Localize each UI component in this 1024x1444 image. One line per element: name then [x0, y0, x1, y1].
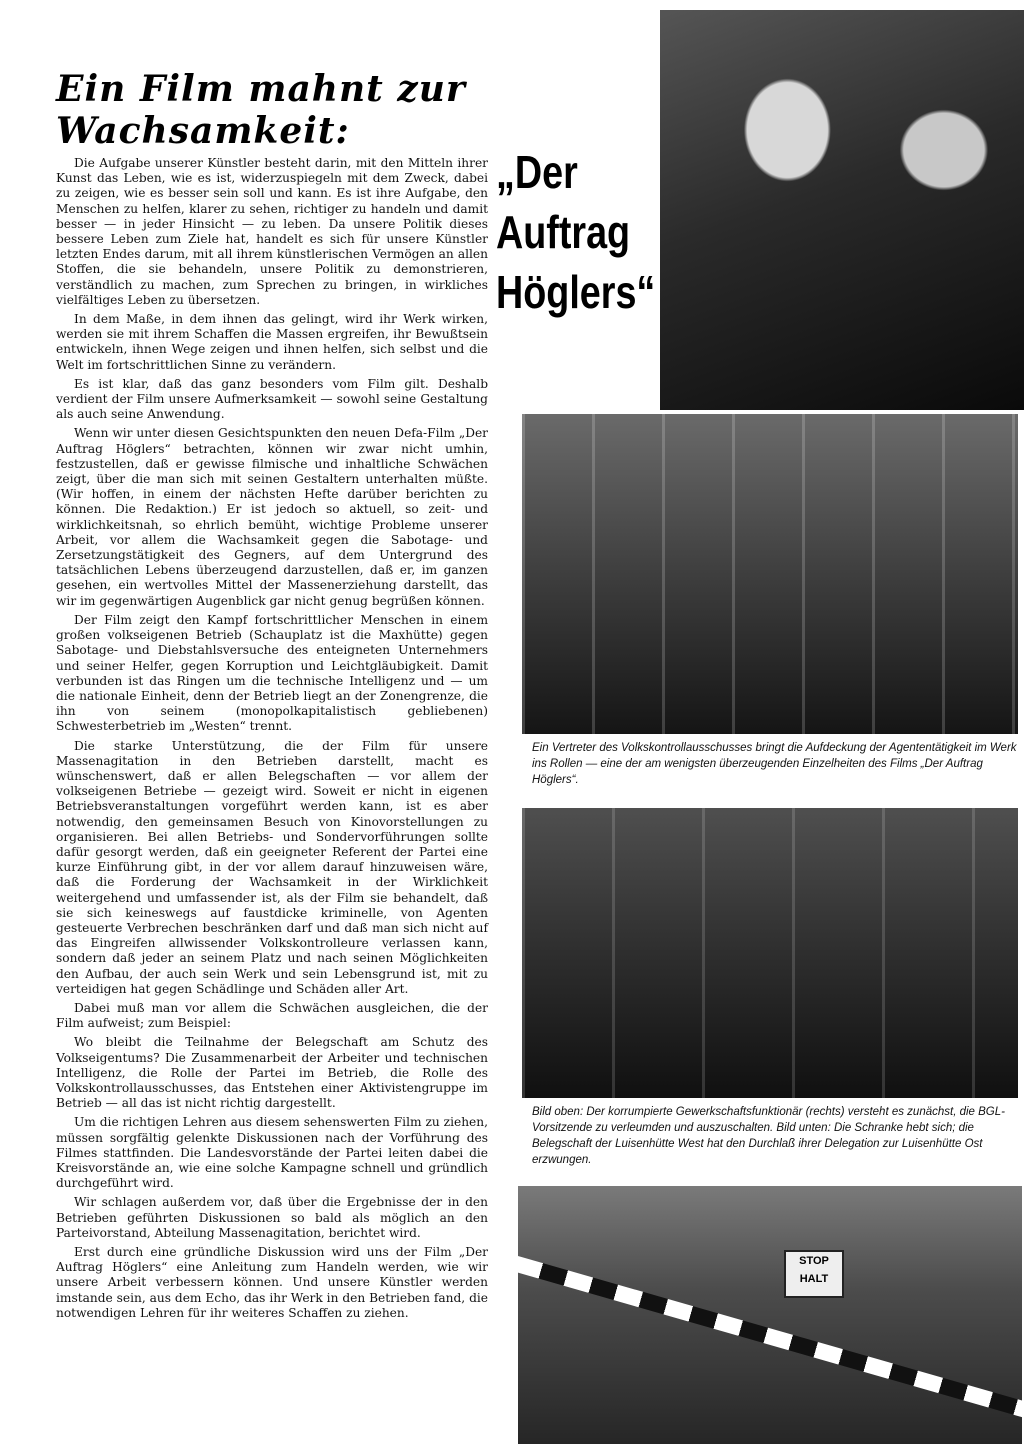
- stop-sign-line-2: HALT: [799, 1273, 829, 1285]
- article-paragraph: Die starke Unterstützung, die der Film für unsere Massenagitation in den Betrieben darstellt, macht es wünschenswert, daß er allen Belegschaften — vor allem der volkseigenen Betriebe — gezeigt wird. Soweit er nicht in eigenen Betriebsveranstaltungen vorgeführt werden kann, ist es aber notwendig, den gemeinsamen Besuch von Kinovorstellungen zu organisieren. Bei allen Betriebs- und Sondervorführungen sollte dafür gesorgt werden, daß ein geeigneter Referent der Partei eine kurze Einführung gibt, in der vor allem darauf hinzuweisen wäre, daß die Forderung der Wachsamkeit in der Wirklichkeit weitergehend und umfassender ist, als der Film sie behandelt, daß sie sich keineswegs auf faustdicke kriminelle, von Agenten gesteuerte Verbrechen beschränken darf und daß man sich nicht auf das Eingreifen allwissender Volkskontrolleure verlassen kann, sondern daß jeder an seinem Platz und nach seinen Möglichkeiten den Aufbau, der auch sein Werk und sein Lebensgrund ist, mit zu verteidigen hat gegen Schädlinge und Schäden aller Art.: [56, 738, 488, 996]
- article-paragraph: Um die richtigen Lehren aus diesem sehenswerten Film zu ziehen, müssen sorgfältig gelenkte Diskussionen nach der Vorführung des Filmes stattfinden. Die Landesvorstände der Partei leiten dabei die Kreisvorstände an, wie eine solche Kampagne schnell und gründlich durchgeführt wird.: [56, 1115, 488, 1191]
- stop-sign-line-1: STOP: [799, 1255, 829, 1267]
- page-headline: Ein Film mahnt zur Wachsamkeit:: [56, 68, 466, 152]
- film-still-meeting-scene: [522, 808, 1018, 1098]
- film-still-barrier-scene: [518, 1186, 1022, 1444]
- article-paragraph: Dabei muß man vor allem die Schwächen ausgleichen, die der Film aufweist; zum Beispiel:: [56, 1000, 488, 1031]
- article-paragraph: Wo bleibt die Teilnahme der Belegschaft am Schutz des Volkseigentums? Die Zusammenarbeit der Arbeiter und technischen Intelligenz, die Rolle der Partei im Betrieb, die Rolle des Volkskontrollausschusses, das Entstehen einer Aktivistengruppe im Betrieb — all das ist nicht richtig dargestellt.: [56, 1035, 488, 1111]
- article-paragraph: Erst durch eine gründliche Diskussion wird uns der Film „Der Auftrag Höglers“ eine Anleitung zum Handeln werden, wie wir unsere Arbeit verbessern können. Und unsere Künstler werden imstande sein, aus dem Echo, das ihr Werk in den Betrieben fand, die notwendigen Lehren für ihr weiteres Schaffen zu ziehen.: [56, 1245, 488, 1320]
- article-body: [56, 156, 488, 1325]
- film-title: [496, 142, 685, 322]
- stop-sign: [784, 1250, 844, 1298]
- film-title-line-2: Höglers“: [496, 266, 656, 318]
- article-paragraph: Wir schlagen außerdem vor, daß über die Ergebnisse der in den Betrieben geführten Diskussionen so bald als möglich an den Parteivorstand, Abteilung Massenagitation, berichtet wird.: [56, 1195, 488, 1240]
- caption-meeting-and-barrier: Bild oben: Der korrumpierte Gewerkschaftsfunktionär (rechts) versteht es zunächst, die BGL-Vorsitzende zu verleumden und auszuschalten. Bild unten: Die Schranke hebt sich; die Belegschaft der Luisenhütte West hat den Durchlaß ihrer Delegation zur Luisenhütte Ost erzwungen.: [532, 1106, 1005, 1166]
- caption-office-scene: Ein Vertreter des Volkskontrollausschusses bringt die Aufdeckung der Agententätigkeit im Werk ins Rollen — eine der am wenigsten überzeugenden Einzelheiten des Films „Der Auftrag Höglers“.: [532, 742, 1017, 786]
- film-still-two-women: [660, 10, 1024, 410]
- barrier-pole: [518, 1256, 1022, 1426]
- article-paragraph: In dem Maße, in dem ihnen das gelingt, wird ihr Werk wirken, werden sie mit ihrem Schaffen die Massen ergreifen, ihr Bewußtsein entwickeln, ihnen Wege zeigen und ihnen helfen, sich selbst und die Welt im fortschrittlichen Sinne zu verändern.: [56, 312, 488, 372]
- article-paragraph: Der Film zeigt den Kampf fortschrittlicher Menschen in einem großen volkseigenen Betrieb (Schauplatz ist die Maxhütte) gegen Sabotage- und Diebstahlsversuche des enteigneten Unternehmers und seiner Helfer, gegen Korruption und Leichtgläubigkeit. Damit verbunden ist das Ringen um die technische Intelligenz und — um die nationale Einheit, denn der Betrieb liegt an der Zonengrenze, die ihn von seinem (monopolkapitalistisch gebliebenen) Schwesterbetrieb im „Westen“ trennt.: [56, 612, 488, 734]
- film-still-office-scene: [522, 414, 1018, 734]
- article-paragraph: Es ist klar, daß das ganz besonders vom Film gilt. Deshalb verdient der Film unsere Aufmerksamkeit — sowohl seine Gestaltung als auch seine Anwendung.: [56, 376, 488, 422]
- film-title-line-1: „Der Auftrag: [496, 146, 631, 258]
- article-paragraph: Wenn wir unter diesen Gesichtspunkten den neuen Defa-Film „Der Auftrag Höglers“ betrachten, können wir zwar nicht umhin, festzustellen, daß er gewisse filmische und inhaltliche Schwächen zeigt, über die man sich mit seinen Gestaltern unterhalten müßte. (Wir hoffen, in einem der nächsten Hefte darüber berichten zu können. Die Redaktion.) Er ist jedoch so aktuell, so zeit- und wirklichkeitsnah, so ehrlich bemüht, wichtige Probleme unserer Arbeit, vor allem die Wachsamkeit gegen die Sabotage- und Zersetzungstätigkeit des Gegners, auf dem Untergrund des tatsächlichen Lebens überzeugend darzustellen, daß er, im ganzen gesehen, ein wertvolles Mittel der Massenerziehung darstellt, das wir im gegenwärtigen Augenblick gar nicht genug begrüßen können.: [56, 426, 488, 608]
- article-paragraph: Die Aufgabe unserer Künstler besteht darin, mit den Mitteln ihrer Kunst das Leben, wie es ist, widerzuspiegeln mit dem Zweck, dabei zu zeigen, wie es besser sein soll und kann. Es ist ihre Aufgabe, den Menschen zu helfen, klarer zu sehen, richtiger zu handeln und damit besser — in jeder Hinsicht — zu leben. Da unsere Politik dieses bessere Leben zum Ziele hat, handelt es sich für unsere Künstler letzten Endes darum, mit all ihrem künstlerischen Vermögen an allen Stoffen, die sie behandeln, unsere Politik zu demonstrieren, verständlich zu machen, zum Sprechen zu bringen, in wirkliches vielfältiges Leben zu übersetzen.: [56, 156, 488, 307]
